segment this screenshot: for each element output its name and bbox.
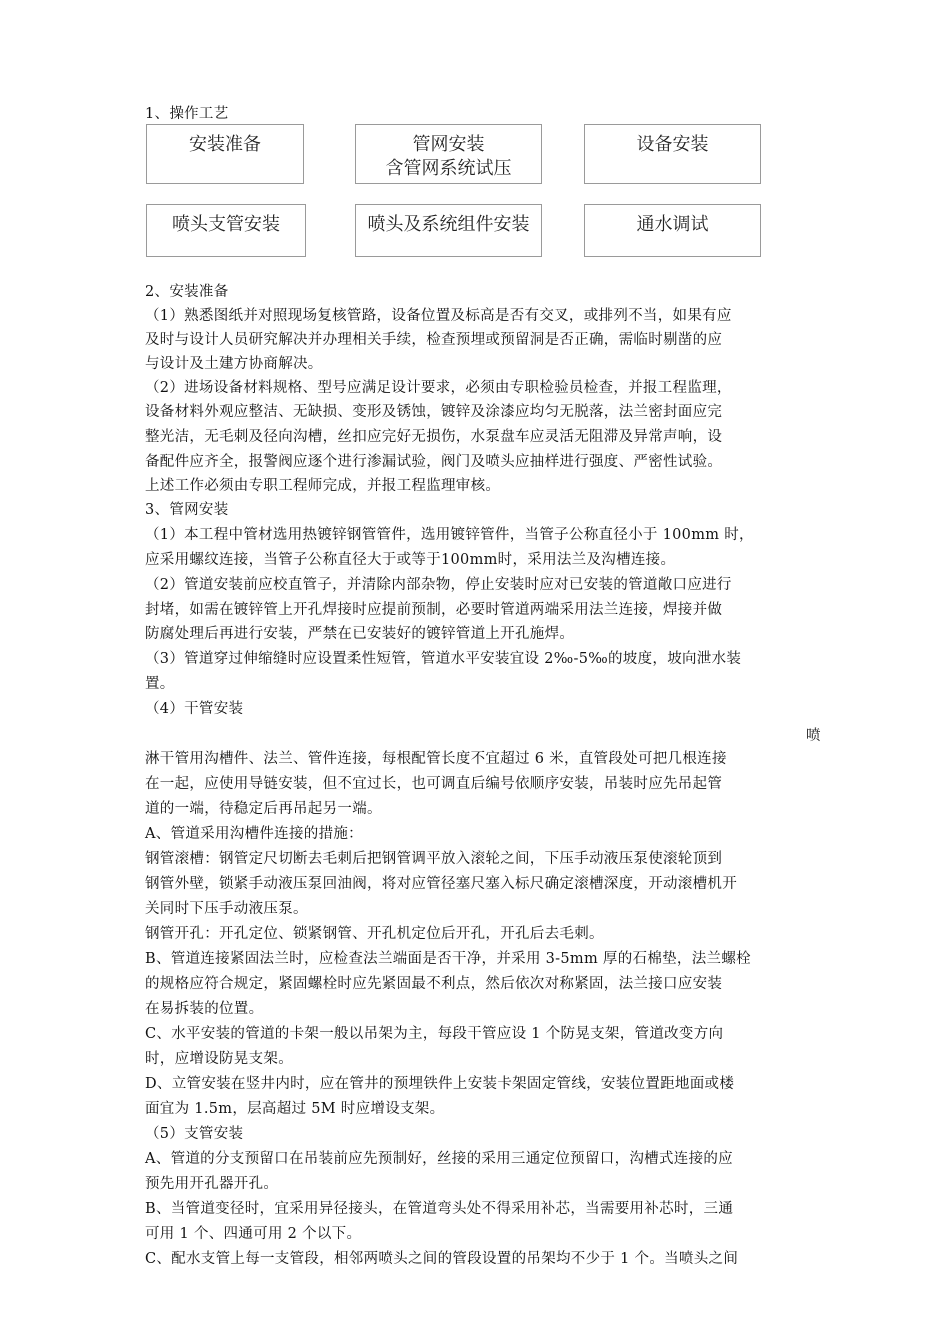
text-line: 及时与设计人员研究解决并办理相关手续，检查预埋或预留洞是否正确，需临时剔凿的应 (145, 332, 723, 348)
text-line: B、管道连接紧固法兰时，应检查法兰端面是否干净，并采用 3-5mm 厚的石棉垫，法兰螺栓 (145, 951, 751, 967)
text-line: 面宜为 1.5m，层高超过 5M 时应增设支架。 (145, 1101, 445, 1117)
flow-box-label: 喷头及系统组件安装 (367, 214, 530, 235)
text-line: A、管道采用沟槽件连接的措施： (145, 826, 363, 842)
text-line: 整光洁，无毛刺及径向沟槽，丝扣应完好无损伤，水泵盘车应灵活无阻滞及异常声响，设 (145, 429, 723, 445)
flow-box-sprinkler-components (355, 204, 542, 257)
text-line: 在易拆装的位置。 (145, 1001, 264, 1017)
text-line: 道的一端，待稳定后再吊起另一端。 (145, 801, 382, 817)
text-line: 时，应增设防晃支架。 (145, 1051, 293, 1067)
text-line: 防腐处理后再进行安装，严禁在已安装好的镀锌管道上开孔施焊。 (145, 626, 575, 642)
text-line: （2）管道安装前应校直管子，并清除内部杂物，停止安装时应对已安装的管道敞口应进行 (145, 577, 732, 593)
flow-box-label: 喷头支管安装 (172, 214, 280, 235)
text-line: 钢管外壁，锁紧手动液压泵回油阀，将对应管径塞尺塞入标尺确定滚槽深度，开动滚槽机开 (145, 876, 737, 892)
flow-box-label: 通水调试 (636, 214, 709, 235)
orphan-char: 喷 (806, 728, 821, 744)
text-line: 淋干管用沟槽件、法兰、管件连接，每根配管长度不宜超过 6 米，直管段处可把几根连接 (145, 751, 727, 767)
text-line: （1）熟悉图纸并对照现场复核管路，设备位置及标高是否有交叉，或排列不当，如果有应 (145, 308, 732, 324)
text-line: 可用 1 个、四通可用 2 个以下。 (145, 1226, 362, 1242)
section-heading-1: 1、操作工艺 (145, 106, 229, 122)
text-line: （3）管道穿过伸缩缝时应设置柔性短管，管道水平安装宜设 2‰-5‰的坡度，坡向泄水装 (145, 651, 742, 667)
text-line: 在一起，应使用导链安装，但不宜过长，也可调直后编号依顺序安装，吊装时应先吊起管 (145, 776, 723, 792)
text-line: 钢管滚槽：钢管定尺切断去毛刺后把钢管调平放入滚轮之间，下压手动液压泵使滚轮顶到 (145, 851, 723, 867)
flow-box-equipment-install (584, 124, 761, 184)
text-line: （2）进场设备材料规格、型号应满足设计要求，必须由专职检验员检查，并报工程监理， (145, 380, 732, 396)
text-line: D、立管安装在竖井内时，应在管井的预埋铁件上安装卡架固定管线，安装位置距地面或楼 (145, 1076, 735, 1092)
flow-box-water-test (584, 204, 761, 257)
text-line: 应采用螺纹连接，当管子公称直径大于或等于100mm时，采用法兰及沟槽连接。 (145, 552, 676, 568)
text-line: 钢管开孔：开孔定位、锁紧钢管、开孔机定位后开孔，开孔后去毛刺。 (145, 926, 604, 942)
text-line: 的规格应符合规定，紧固螺栓时应先紧固最不利点，然后依次对称紧固，法兰接口应安装 (145, 976, 723, 992)
section-heading-2: 2、安装准备 (145, 284, 229, 300)
text-line: A、管道的分支预留口在吊装前应先预制好，丝接的采用三通定位预留口，沟槽式连接的应 (145, 1151, 733, 1167)
text-line: 封堵，如需在镀锌管上开孔焊接时应提前预制，必要时管道两端采用法兰连接，焊接并做 (145, 602, 723, 618)
text-line: 与设计及土建方协商解决。 (145, 356, 323, 372)
text-line: 备配件应齐全，报警阀应逐个进行渗漏试验，阀门及喷头应抽样进行强度、严密性试验。 (145, 454, 723, 470)
flow-box-pipe-network (355, 124, 542, 184)
text-line: （1）本工程中管材选用热镀锌钢管管件，选用镀锌管件，当管子公称直径小于 100mm 时， (145, 527, 754, 543)
flow-box-label: 设备安装 (636, 134, 709, 155)
text-line: C、水平安装的管道的卡架一般以吊架为主，每段干管应设 1 个防晃支架，管道改变方向 (145, 1026, 724, 1042)
flow-box-install-prep (146, 124, 304, 184)
flow-box-sprinkler-branch (146, 204, 306, 257)
flow-box-sublabel: 含管网系统试压 (385, 158, 512, 179)
subsection-heading: （4）干管安装 (145, 701, 244, 717)
text-line: 上述工作必须由专职工程师完成，并报工程监理审核。 (145, 478, 501, 494)
flow-box-label: 管网安装 (412, 134, 485, 155)
text-line: 设备材料外观应整洁、无缺损、变形及锈蚀，镀锌及涂漆应均匀无脱落，法兰密封面应完 (145, 404, 723, 420)
text-line: B、当管道变径时，宜采用异径接头，在管道弯头处不得采用补芯，当需要用补芯时，三通 (145, 1201, 734, 1217)
section-heading-3: 3、管网安装 (145, 502, 229, 518)
text-line: C、配水支管上每一支管段，相邻两喷头之间的管段设置的吊架均不少于 1 个。当喷头之间 (145, 1251, 739, 1267)
subsection-heading: （5）支管安装 (145, 1126, 244, 1142)
text-line: 关同时下压手动液压泵。 (145, 901, 308, 917)
text-line: 预先用开孔器开孔。 (145, 1176, 279, 1192)
flow-box-label: 安装准备 (189, 134, 261, 155)
text-line: 置。 (145, 676, 175, 692)
